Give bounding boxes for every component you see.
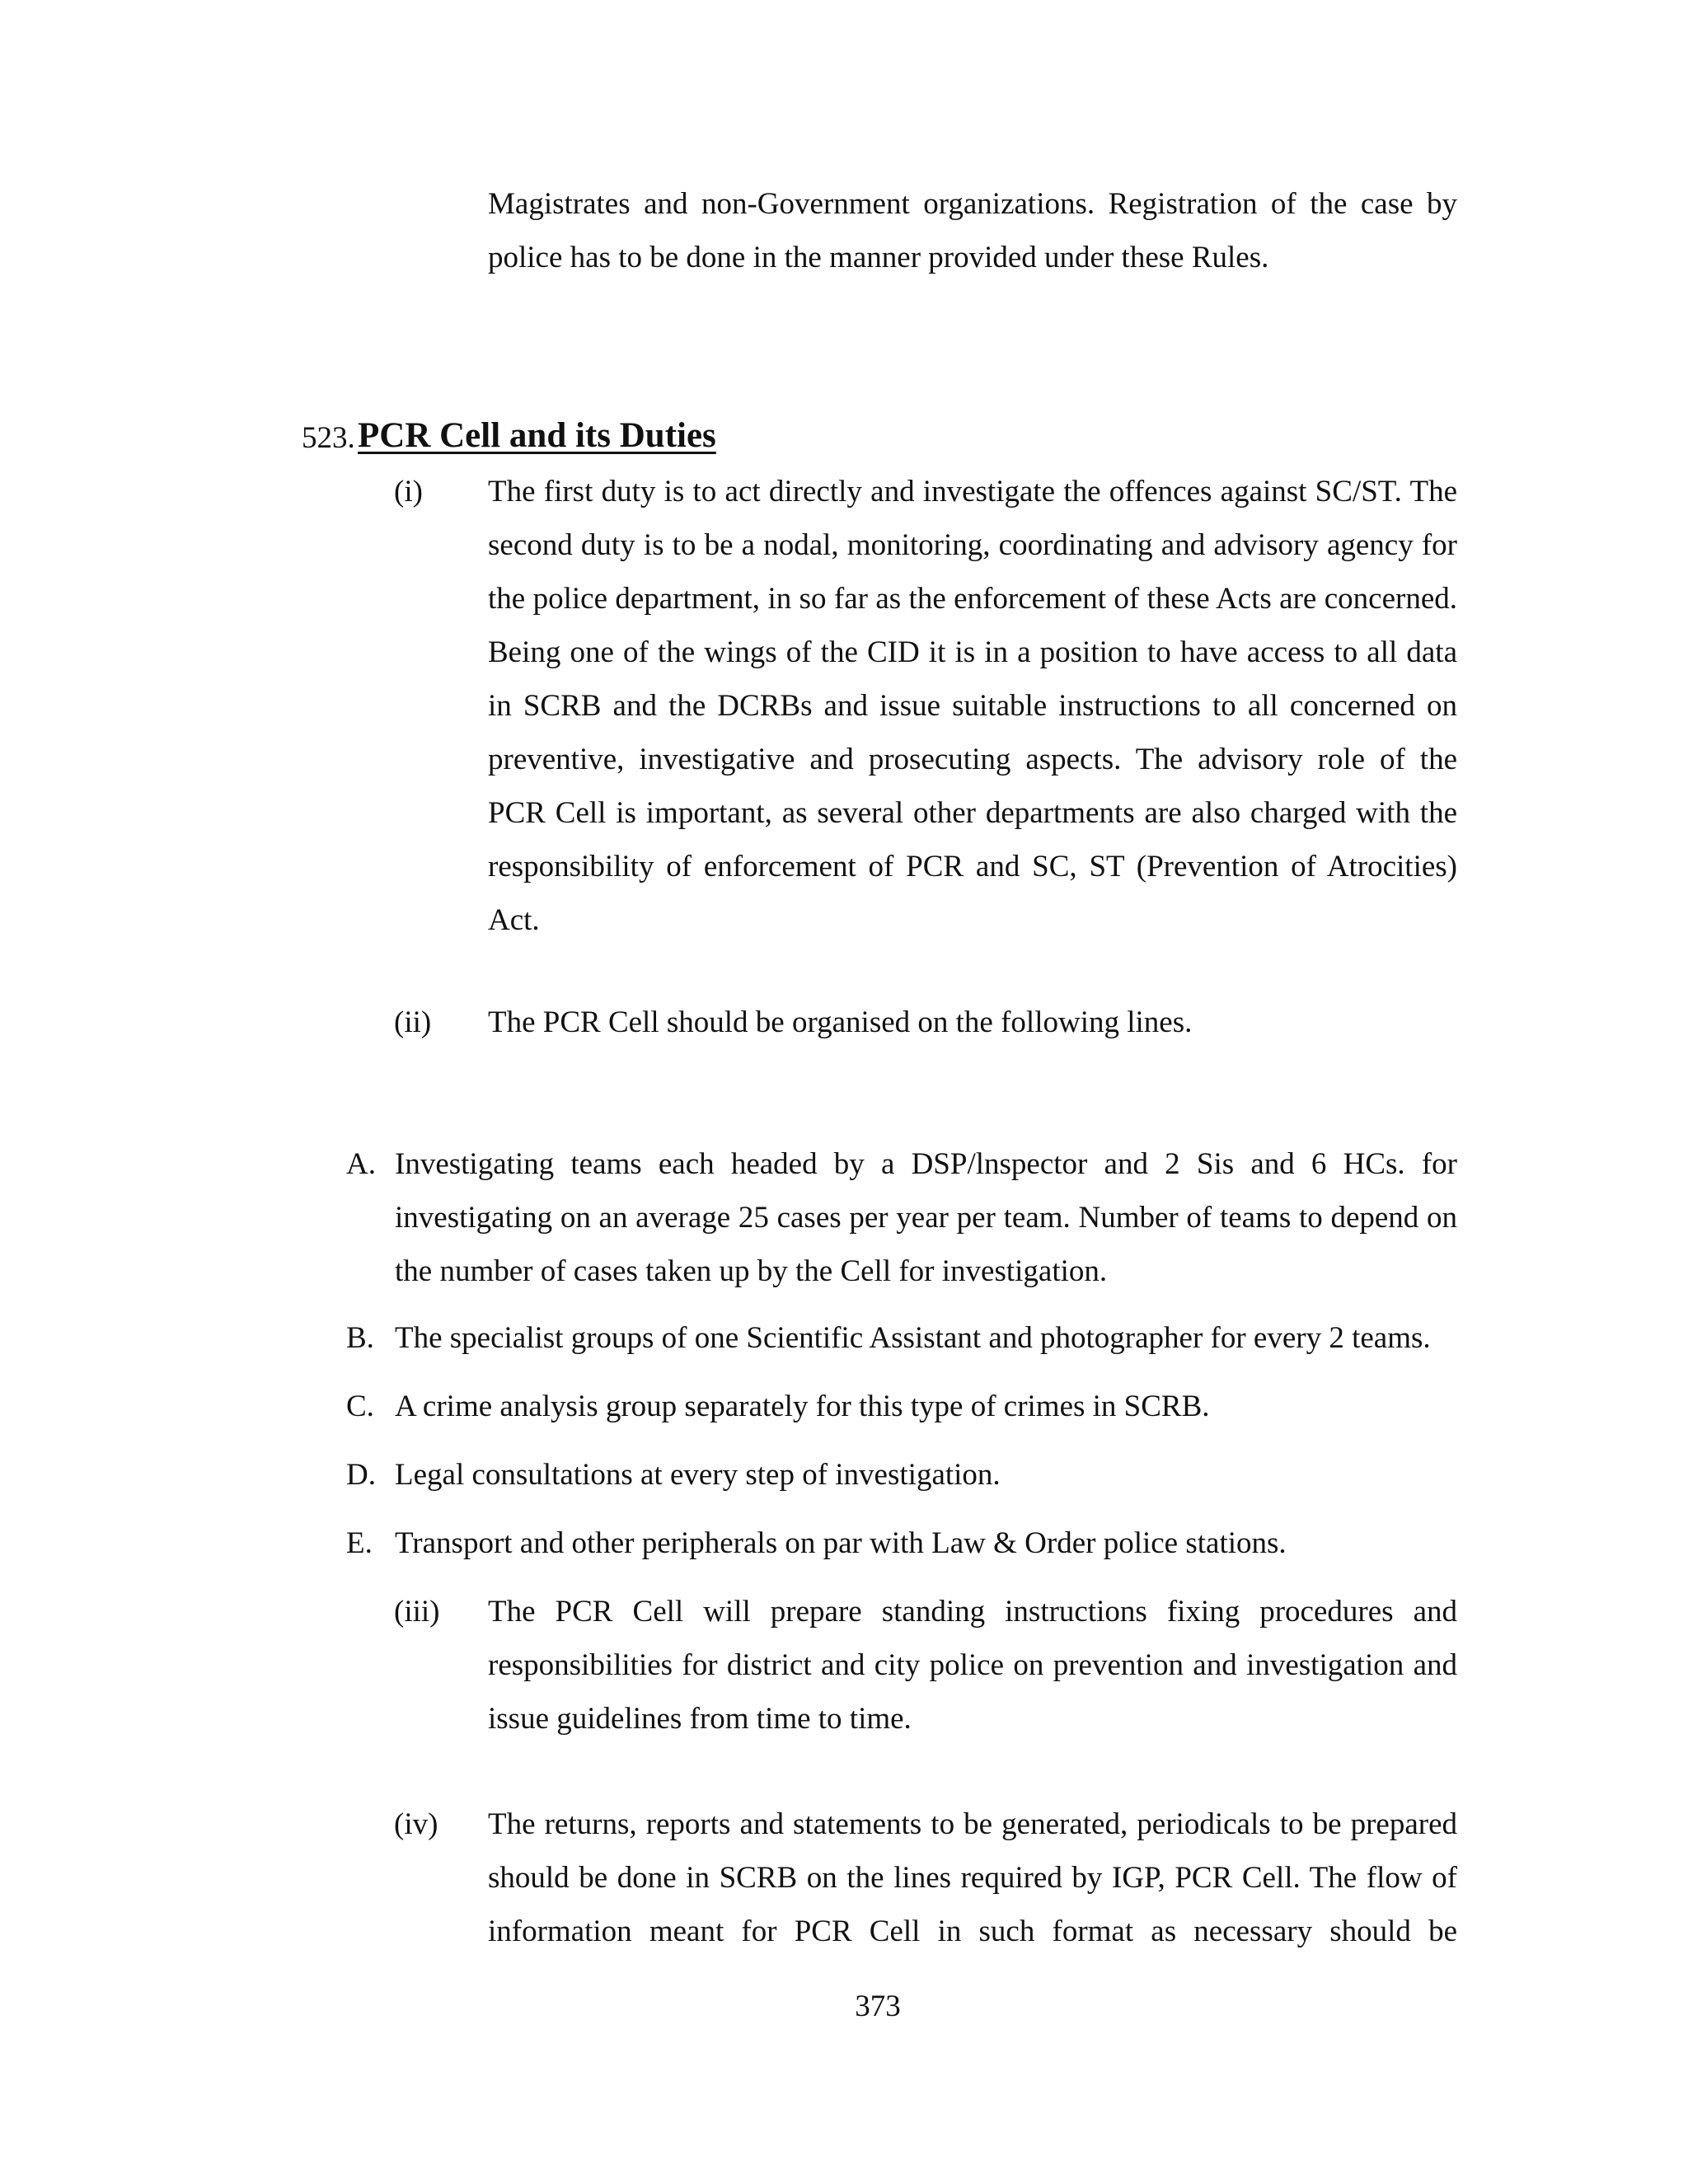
item-marker-i: (i) [394,475,423,509]
item-text-ii: The PCR Cell should be organised on the following lines. [488,1005,1193,1039]
list-marker-c: C. [346,1390,374,1423]
page-number: 373 [855,1990,901,2023]
list-marker-a: A. [346,1147,376,1181]
section-title: PCR Cell and its Duties [358,416,716,455]
item-text-iv: The returns, reports and statements to be generated, periodicals to be prepared should be done in SCRB on the lines required by IGP, PCR Cell. The flow of information meant for PCR Cell in such format as necessary should be [488,1807,1457,1948]
list-text-a: Investigating teams each headed by a DSP/lnspector and 2 Sis and 6 HCs. for investigating on an average 25 cases per year per team. Number of teams to depend on the number of cases taken up by the Cell for investigation. [395,1147,1457,1288]
item-text-i: The first duty is to act directly and investigate the offences against SC/ST. The second duty is to be a nodal, monitoring, coordinating and advisory agency for the police department, in so far as the enforcement of these Acts are concerned. Being one of the wings of the CID it is in a position to have access to all data in SCRB and the DCRBs and issue suitable instructions to all concerned on preventive, investigative and prosecuting aspects. The advisory role of the PCR Cell is important, as several other departments are also charged with the responsibility of enforcement of PCR and SC, ST (Prevention of Atrocities) Act. [488,475,1457,937]
section-number: 523. [302,421,355,455]
list-text-d: Legal consultations at every step of investigation. [395,1458,1001,1492]
list-marker-d: D. [346,1458,376,1492]
list-marker-e: E. [346,1526,373,1560]
item-marker-ii: (ii) [394,1005,432,1039]
item-text-iii: The PCR Cell will prepare standing instructions fixing procedures and responsibilities for district and city police on prevention and investigation and issue guidelines from time to time. [488,1595,1457,1736]
list-text-e: Transport and other peripherals on par with Law & Order police stations. [395,1526,1287,1560]
list-text-b: The specialist groups of one Scientific Assistant and photographer for every 2 teams. [395,1321,1431,1355]
item-marker-iii: (iii) [394,1595,440,1629]
item-marker-iv: (iv) [394,1807,438,1841]
list-marker-b: B. [346,1321,374,1355]
intro-paragraph: Magistrates and non-Government organizations. Registration of the case by police has to be done in the manner provided under these Rules. [488,187,1457,274]
list-text-c: A crime analysis group separately for this type of crimes in SCRB. [395,1390,1210,1423]
